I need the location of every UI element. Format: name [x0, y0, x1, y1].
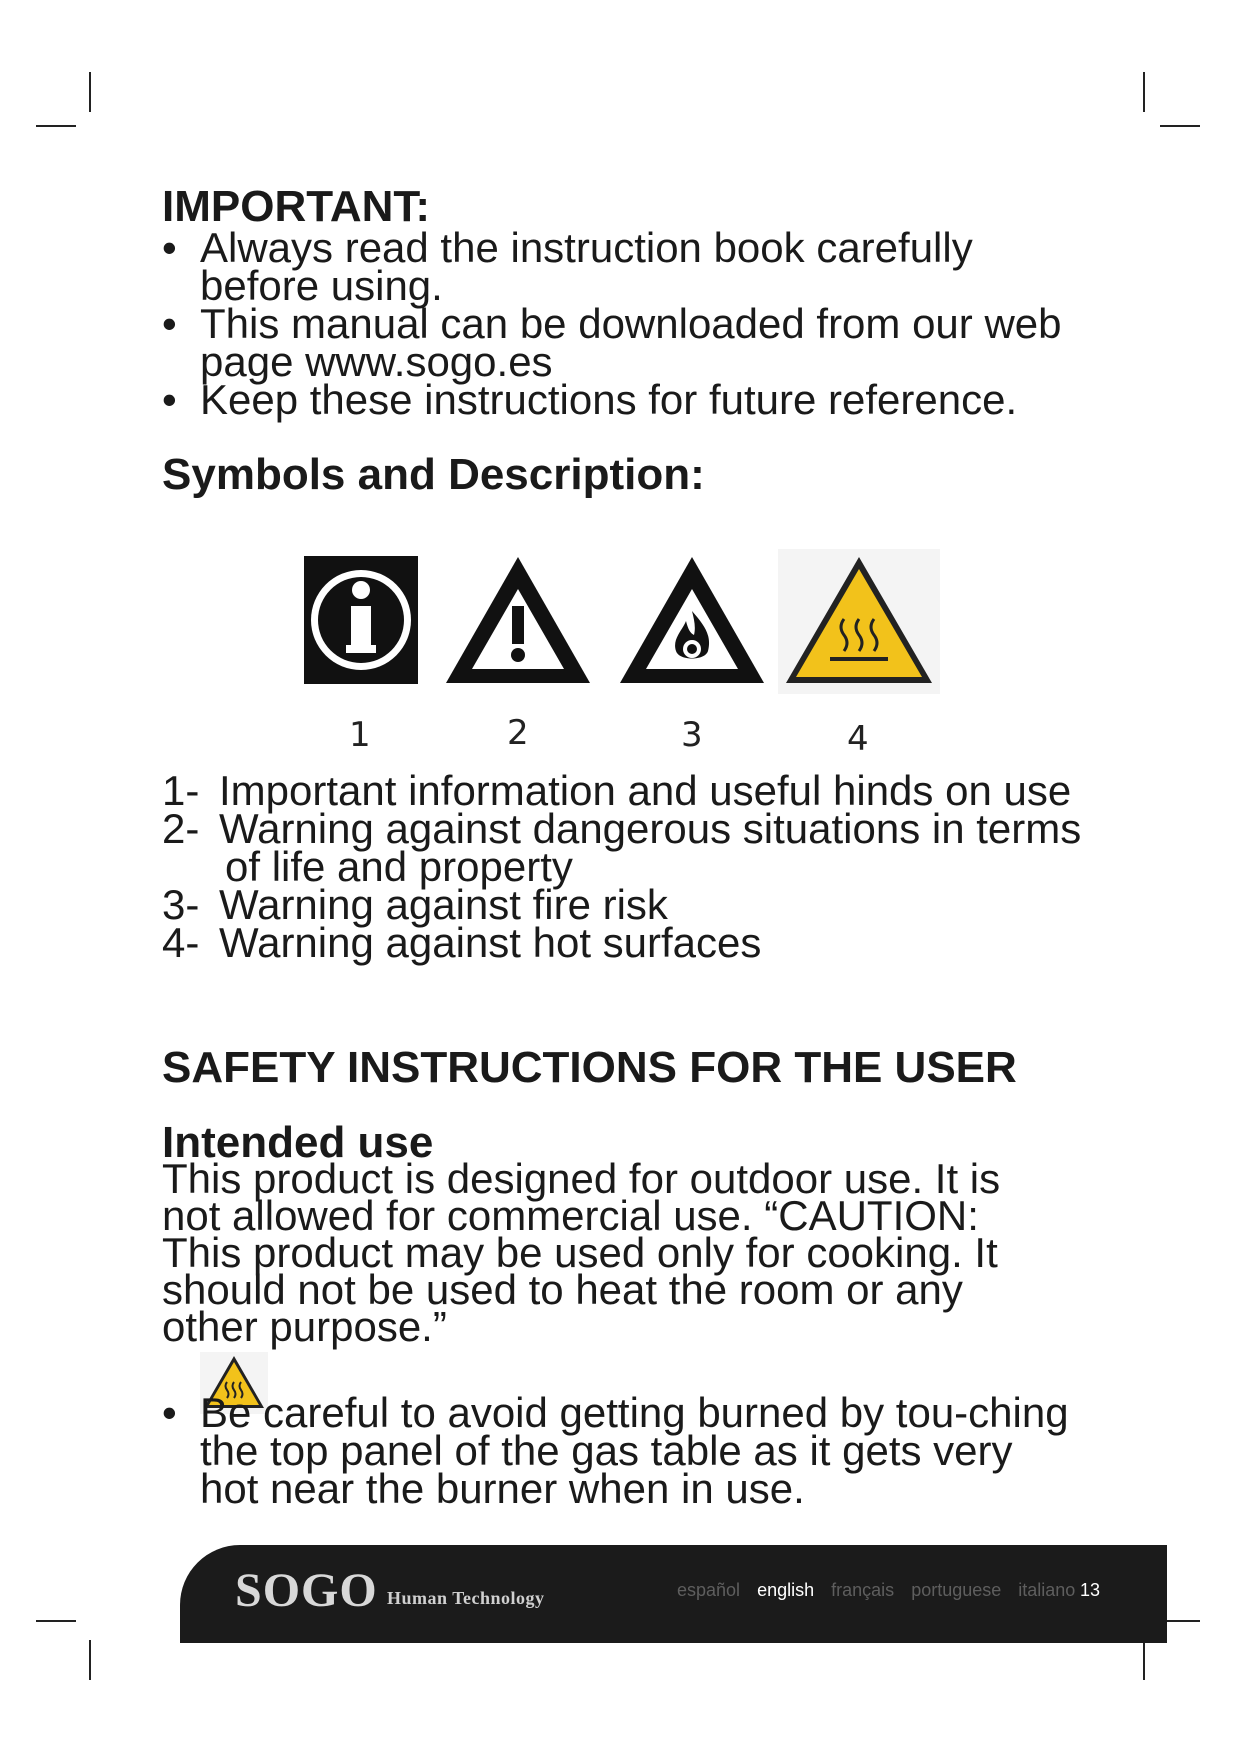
important-section: [162, 182, 1082, 499]
language-link-english[interactable]: english: [757, 1580, 815, 1600]
list-item: • Always read the instruction book carefully before using.: [162, 229, 1082, 305]
crop-mark: [1160, 125, 1200, 127]
fire-risk-icon: [616, 551, 768, 691]
item-text: Warning against dangerous situations in terms of life and property: [219, 805, 1082, 890]
warning-exclamation-icon: [442, 551, 594, 691]
item-number: 3-: [162, 881, 200, 928]
list-item: [162, 919, 1082, 966]
symbols-heading: Symbols and Description:: [162, 450, 705, 499]
language-link-italiano[interactable]: italiano: [1018, 1580, 1076, 1600]
crop-mark: [1143, 72, 1145, 112]
intended-use-paragraph: This product is designed for outdoor use. It is not allowed for commercial use. “CAUTION: This product may be used only for cooking. It should not be used to heat the room or any other purpose.”: [162, 1155, 1001, 1350]
symbol-number: 2: [507, 713, 529, 753]
brand-tagline: Human Technology: [387, 1588, 545, 1608]
footer-bar: [180, 1545, 1167, 1643]
list-item: • Keep these instructions for future reference.: [162, 381, 1082, 419]
language-link-portuguese[interactable]: portuguese: [911, 1580, 1002, 1600]
item-text: Important information and useful hinds on use: [219, 767, 1072, 814]
safety-heading: SAFETY INSTRUCTIONS FOR THE USER: [162, 1043, 1017, 1092]
crop-mark: [36, 125, 76, 127]
crop-mark: [36, 1620, 76, 1622]
important-list: [162, 224, 1082, 423]
safety-list: [162, 1389, 1082, 1512]
crop-mark: [89, 1640, 91, 1680]
list-item: • This manual can be downloaded from our web page www.sogo.es: [162, 305, 1082, 381]
item-text: Warning against fire risk: [219, 881, 668, 928]
symbols-description-list: [162, 767, 1082, 966]
item-number: 2-: [162, 805, 200, 852]
symbol-number: 1: [349, 715, 371, 755]
item-number: 1-: [162, 767, 200, 814]
list-item: [162, 805, 1082, 890]
brand-logo: SOGO: [235, 1564, 378, 1617]
item-number: 4-: [162, 919, 200, 966]
item-text: Warning against hot surfaces: [219, 919, 762, 966]
language-link-espanol[interactable]: español: [677, 1580, 741, 1600]
symbols-row: [302, 553, 952, 763]
crop-mark: [1143, 1640, 1145, 1680]
important-heading: IMPORTANT:: [162, 182, 431, 231]
crop-mark: [89, 72, 91, 112]
language-switcher: [677, 1580, 1087, 1601]
information-icon: [302, 553, 420, 688]
symbol-number: 3: [681, 715, 703, 755]
list-item: • Be careful to avoid getting burned by tou-ching the top panel of the gas table as it gets very hot near the burner when in use.: [162, 1394, 1082, 1508]
page-number: 13: [1080, 1580, 1101, 1600]
intended-use-heading: Intended use: [162, 1118, 434, 1167]
hot-surface-icon: [778, 549, 940, 694]
language-link-francais[interactable]: français: [831, 1580, 895, 1600]
symbol-number: 4: [847, 719, 869, 759]
